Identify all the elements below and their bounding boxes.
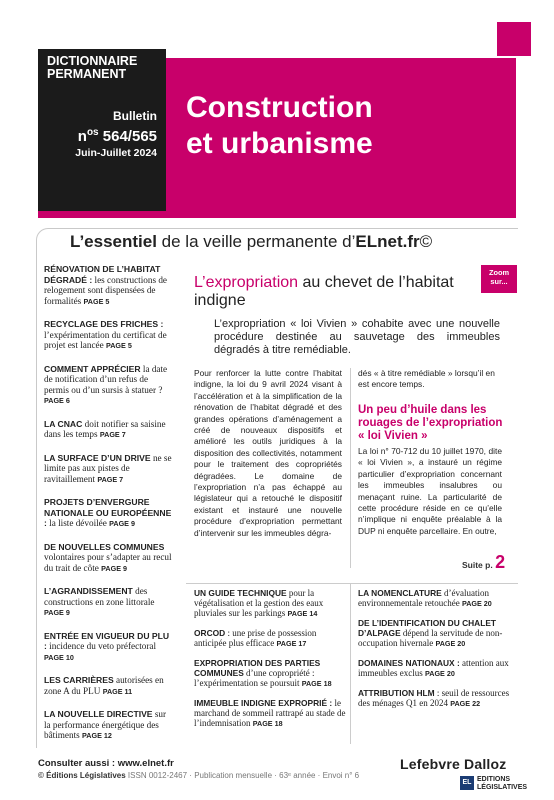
item-text: des constructions en zone littorale (44, 586, 155, 607)
item-heading: ATTRIBUTION HLM (358, 688, 435, 698)
footer-legal: © Éditions Législatives ISSN 0012-2467 · Publication mensuelle · 63ᵉ année · Envoi n° 6 (38, 771, 360, 780)
publisher-logo: Lefebvre Dalloz (400, 756, 507, 772)
publication-box (38, 49, 166, 211)
item-heading: DE L’IDENTIFICATION DU CHALET D’ALPAGE (358, 618, 497, 638)
item-text: ne se limite pas aux pistes de ravitaillement (44, 452, 172, 484)
page-reference: PAGE 20 (435, 639, 466, 648)
page-reference: PAGE 5 (83, 296, 110, 306)
page-reference: PAGE 11 (102, 686, 133, 696)
item-text: l’expérimentation du certificat de projet est lancée (44, 329, 167, 350)
page-reference: PAGE 10 (44, 652, 74, 662)
bulletin-info (75, 109, 157, 159)
item-heading: DOMAINES NATIONAUX : (358, 658, 460, 668)
article-title: L’expropriation au chevet de l’habitat indigne (194, 274, 454, 309)
summary-item[interactable] (44, 419, 174, 441)
item-text: : seuil de ressources des ménages Q1 en 2024 (358, 688, 510, 708)
page-reference: PAGE 5 (105, 341, 132, 350)
essentiel-heading: L’essentiel de la veille permanente d’ELnet.fr© (70, 232, 433, 251)
item-heading: RÉNOVATION DE L’HABITAT DÉGRADÉ : (44, 264, 161, 285)
page-reference: PAGE 6 (44, 396, 70, 405)
page-reference: PAGE 9 (109, 519, 135, 528)
summary-item[interactable] (44, 675, 174, 697)
page-reference: PAGE 12 (82, 731, 112, 740)
article-subtitle: Un peu d’huile dans les rouages de l’expropriation « loi Vivien » (358, 404, 503, 442)
item-text: dépend la servitude de non-occupation hivernale (358, 628, 503, 648)
item-text: les constructions de relogement sont dispensées de formalités (44, 274, 167, 306)
summary-item[interactable] (44, 364, 174, 407)
left-summary-column (44, 264, 174, 754)
item-text: pour la végétalisation et la gestion des eaux pluviales sur les parkings (194, 588, 324, 618)
item-heading: COMMENT APPRÉCIER (44, 363, 141, 374)
item-heading: LA NOUVELLE DIRECTIVE (44, 709, 153, 719)
item-heading: UN GUIDE TECHNIQUE (194, 588, 287, 598)
article-body-continued: dés « à titre remédiable » lorsqu’il en est encore temps. (358, 368, 495, 390)
brief-column-right (358, 588, 513, 718)
item-heading: LA NOMENCLATURE (358, 588, 442, 598)
item-heading: ORCOD (194, 628, 226, 638)
brief-item[interactable] (194, 698, 349, 729)
continued-link[interactable]: Suite p. 2 (462, 552, 506, 572)
item-text: incidence du veto préfectoral (46, 641, 157, 651)
brief-item[interactable] (194, 588, 349, 619)
footer-consult[interactable]: Consulter aussi : www.elnet.fr (38, 758, 174, 769)
editions-legislatives-logo: EL EDITIONS LÉGISLATIVES (460, 776, 527, 791)
item-text: attention aux immeubles exclus (358, 658, 509, 678)
item-text: la date de notification d’un refus de permis ou d’un sursis à statuer ? (44, 363, 168, 395)
item-text: la liste dévoilée (46, 518, 110, 528)
item-heading: LA SURFACE D’UN DRIVE (44, 452, 151, 463)
summary-item[interactable] (44, 631, 174, 664)
issue-number: $n^{os}$ 564/565 (77, 127, 157, 145)
summary-item[interactable] (44, 264, 174, 307)
item-text: doit notifier sa saisine dans les temps (44, 418, 166, 439)
corner-accent-square (497, 22, 531, 56)
section-divider (186, 583, 518, 584)
item-text: d’évaluation environnementale retouchée (358, 588, 489, 608)
item-text: d’une copropriété : l’expérimentation se poursuit (194, 668, 315, 688)
item-text: volontaires pour s’adapter au recul du trait de côte (44, 552, 172, 573)
el-logo-icon: EL (460, 776, 474, 790)
summary-item[interactable] (44, 453, 174, 486)
article-lead: L’expropriation « loi Vivien » cohabite avec une nouvelle procédure destinée au sauvetage des immeubles dégradés à titre remédiable. (214, 318, 500, 356)
page-reference: PAGE 9 (101, 563, 127, 573)
column-divider (350, 368, 351, 568)
page-reference: PAGE 14 (287, 609, 318, 618)
summary-item[interactable] (44, 542, 174, 575)
item-heading: IMMEUBLE INDIGNE EXPROPRIÉ : (194, 698, 333, 708)
column-divider (350, 584, 351, 744)
brief-item[interactable] (194, 628, 349, 649)
summary-item[interactable] (44, 586, 174, 619)
bulletin-label: Bulletin (113, 109, 157, 123)
brief-item[interactable] (194, 658, 349, 689)
summary-item[interactable] (44, 497, 174, 530)
page-reference: PAGE 9 (44, 608, 70, 617)
item-heading: LES CARRIÈRES (44, 675, 114, 685)
item-text: le marchand de sommeil rattrapé au stade de l’indemnisation (194, 698, 346, 728)
brief-item[interactable] (358, 658, 513, 679)
page-reference: PAGE 17 (276, 639, 307, 648)
page-reference: PAGE 20 (461, 599, 492, 608)
item-heading: DE NOUVELLES COMMUNES (44, 541, 165, 552)
issue-date: Juin-Juillet 2024 (75, 147, 157, 159)
page-reference: PAGE 18 (301, 679, 332, 688)
item-heading: EXPROPRIATION DES PARTIES COMMUNES (194, 658, 321, 678)
page-reference: PAGE 20 (425, 669, 455, 678)
item-heading: RECYCLAGE DES FRICHES : (44, 319, 164, 329)
item-heading: ENTRÉE EN VIGUEUR DU PLU : (44, 630, 170, 651)
item-heading: PROJETS D’ENVERGURE NATIONALE OU EUROPÉENNE : (44, 497, 172, 528)
summary-item[interactable] (44, 319, 174, 352)
brief-item[interactable] (358, 688, 513, 709)
article-subbody: La loi n° 70-712 du 10 juillet 1970, dite « loi Vivien », a instauré un régime particulier d’expropriation concernant les immeubles insalubres ou menaçant ruine. La particularité de cette procédure réside en ce qu’elle n’implique ni enquête préalable à la DUP ni enquête parcellaire. En outre, (358, 446, 502, 536)
item-text: : une prise de possession anticipée plus efficace (194, 628, 317, 648)
page-reference: PAGE 7 (97, 474, 124, 484)
page-reference: PAGE 22 (450, 699, 481, 708)
article-body: Pour renforcer la lutte contre l’habitat indigne, la loi du 9 avril 2024 visant à l’accélération et à la simplification de la rénovation de l’habitat dégradé et des grandes opérations d’aménagement a créé de nouveaux dispositifs et amélioré les outils juridiques à la disposition des collectivités, notamment pour le traitement des copropriétés dégradées. Le domaine de l’expropriation n’a pas échappé au législateur qui a retouché le dispositif existant et instauré une nouvelle procédure d’expropriation permettant d’intervenir sur les immeubles dégra- (194, 368, 342, 538)
brief-column-left (194, 588, 349, 738)
brief-item[interactable] (358, 588, 513, 609)
zoom-badge: Zoom sur... (481, 265, 517, 293)
item-heading: LA CNAC (44, 418, 83, 429)
item-text: autorisées en zone A du PLU (44, 675, 164, 696)
item-heading: L’AGRANDISSEMENT (44, 586, 133, 596)
summary-item[interactable] (44, 709, 174, 742)
page-title: Construction et urbanisme (186, 91, 373, 160)
dictionary-label: DICTIONNAIRE PERMANENT (47, 54, 138, 81)
item-text: sur la performance énergétique des bâtiments (44, 709, 167, 740)
page-reference: PAGE 18 (252, 719, 283, 728)
page-reference: PAGE 7 (99, 430, 126, 439)
brief-item[interactable] (358, 618, 513, 649)
